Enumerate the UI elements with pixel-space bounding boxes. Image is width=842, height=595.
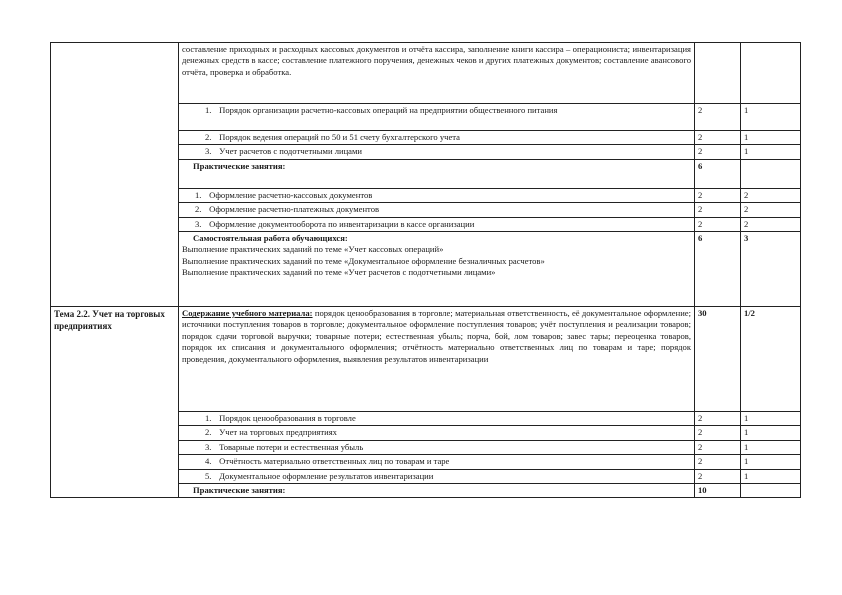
level-cell: 1 — [741, 131, 801, 145]
hours-cell: 6 — [695, 159, 741, 188]
list-item: 5. Документальное оформление результатов инвентаризации — [179, 469, 695, 483]
list-item: 2. Учет на торговых предприятиях — [179, 426, 695, 440]
level-cell: 1 — [741, 104, 801, 131]
list-item: 2. Оформление расчетно-платежных документов — [179, 203, 695, 217]
content-cell — [179, 307, 695, 412]
level-cell: 1 — [741, 455, 801, 469]
hours-cell: 2 — [695, 203, 741, 217]
table-row — [51, 307, 801, 412]
hours-cell: 2 — [695, 104, 741, 131]
topic-cell-empty — [51, 43, 179, 307]
level-cell: 2 — [741, 203, 801, 217]
level-cell: 1/2 — [741, 307, 801, 412]
hours-cell — [695, 43, 741, 104]
list-item: 1. Порядок организации расчетно-кассовых операций на предприятии общественного питания — [179, 104, 695, 131]
level-cell — [741, 159, 801, 188]
list-item: 3. Оформление документооборота по инвентаризации в кассе организации — [179, 217, 695, 231]
hours-cell: 6 — [695, 232, 741, 307]
list-item: 2. Порядок ведения операций по 50 и 51 счету бухгалтерского учета — [179, 131, 695, 145]
content-label: Содержание учебного материала: — [182, 308, 313, 319]
hours-cell: 2 — [695, 131, 741, 145]
level-cell: 2 — [741, 188, 801, 202]
content-continuation: составление приходных и расходных кассовых документов и отчёта кассира, заполнение книги кассира – операциониста; инвентаризация денежных средств в кассе; составление платежного поручения, денежных чеков и других платежных документов; составление авансового отчёта, проверка и обработка. — [179, 43, 695, 104]
hours-cell: 10 — [695, 484, 741, 498]
hours-cell: 30 — [695, 307, 741, 412]
topic-cell — [51, 307, 179, 498]
level-cell: 1 — [741, 412, 801, 426]
hours-cell: 2 — [695, 145, 741, 159]
selfwork-line: Выполнение практических заданий по теме «Учет расчетов с подотчетными лицами» — [182, 267, 496, 278]
hours-cell: 2 — [695, 440, 741, 454]
list-item: 3. Товарные потери и естественная убыль — [179, 440, 695, 454]
practice-heading: Практические занятия: — [179, 484, 695, 498]
level-cell: 1 — [741, 426, 801, 440]
list-item: 1. Порядок ценообразования в торговле — [179, 412, 695, 426]
level-cell: 1 — [741, 145, 801, 159]
content-text: порядок ценообразования в торговле; материальная ответственность, её документальное оформление; источники поступления товаров в торговле; документальное оформление поступления товаров; учёт поступления и реализации товаров; порядок сдачи торговой выручки; товарные потери; естественная убыль; порча, бой, лом товаров; завес тары; переоценка товаров, порядок их списания и документального оформления; отчётность материально ответственных лиц по товарам и таре; порядок проведения, документального оформления, выявления результатов инвентаризации — [182, 308, 691, 364]
selfwork-line: Выполнение практических заданий по теме «Учет кассовых операций» — [182, 244, 444, 255]
selfwork-line: Выполнение практических заданий по теме «Документальное оформление безналичных расчетов» — [182, 255, 545, 266]
list-item: 4. Отчётность материально ответственных лиц по товарам и таре — [179, 455, 695, 469]
level-cell — [741, 43, 801, 104]
level-cell: 1 — [741, 440, 801, 454]
level-cell: 1 — [741, 469, 801, 483]
hours-cell: 2 — [695, 188, 741, 202]
selfwork-cell — [179, 232, 695, 307]
level-cell: 2 — [741, 217, 801, 231]
list-item: 3. Учет расчетов с подотчетными лицами — [179, 145, 695, 159]
curriculum-table — [50, 42, 801, 498]
practice-heading: Практические занятия: — [179, 159, 695, 188]
level-cell — [741, 484, 801, 498]
list-item: 1. Оформление расчетно-кассовых документов — [179, 188, 695, 202]
hours-cell: 2 — [695, 412, 741, 426]
hours-cell: 2 — [695, 217, 741, 231]
hours-cell: 2 — [695, 455, 741, 469]
topic-title: Тема 2.2. Учет на торговых предприятиях — [54, 309, 165, 332]
selfwork-heading: Самостоятельная работа обучающихся: — [193, 233, 348, 244]
table-row — [51, 43, 801, 104]
hours-cell: 2 — [695, 469, 741, 483]
hours-cell: 2 — [695, 426, 741, 440]
level-cell: 3 — [741, 232, 801, 307]
